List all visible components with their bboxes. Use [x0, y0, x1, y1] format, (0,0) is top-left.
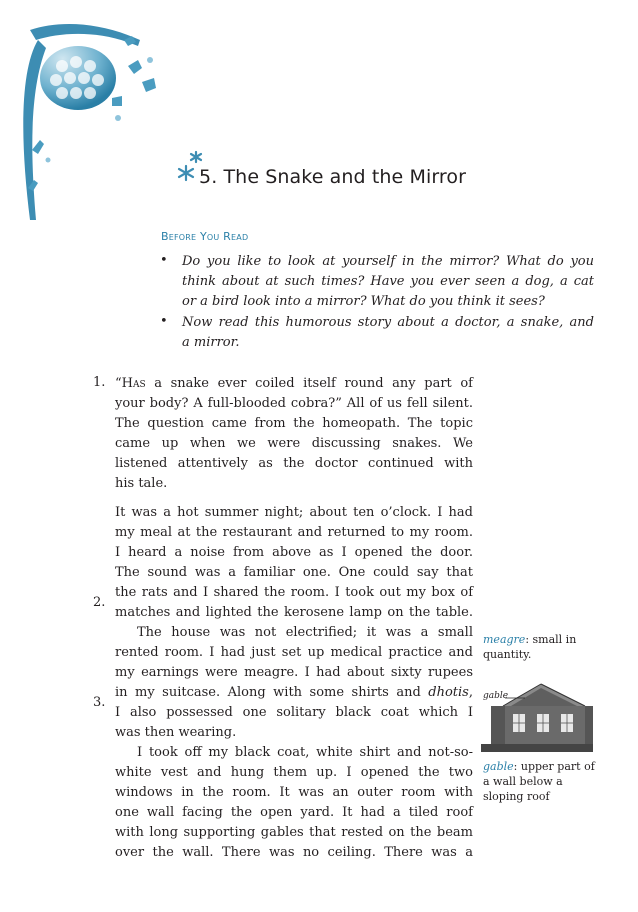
- prompt-line: Do you like to look at yourself in the mirror? What do you: [182, 254, 594, 269]
- story-line: was then wearing.: [115, 725, 237, 740]
- gable-illustration-label: gable: [483, 691, 509, 701]
- story-line: “Has a snake ever coiled itself round any part of: [115, 376, 473, 391]
- glossary-gable-line2: a wall below a: [483, 775, 563, 788]
- chapter-title: [199, 166, 466, 188]
- story-line: your body? A full-blooded cobra?” All of us fell silent.: [115, 396, 473, 411]
- before-you-read-heading: Before You Read: [161, 230, 249, 243]
- story-line: over the wall. There was no ceiling. There was a: [115, 845, 473, 860]
- glossary-gable: gable: upper part of: [483, 760, 595, 773]
- chapter-title-text: The Snake and the Mirror: [223, 166, 467, 188]
- bullet-icon: •: [160, 253, 168, 268]
- story-line: his tale.: [115, 476, 168, 491]
- story-line: my meal at the restaurant and returned to my room.: [115, 525, 473, 540]
- story-line: The sound was a familiar one. One could say that: [115, 565, 473, 580]
- prompt-line: or a bird look into a mirror? What do you think it sees?: [182, 294, 545, 309]
- bullet-icon: •: [160, 314, 168, 329]
- story-line: matches and lighted the kerosene lamp on the table.: [115, 605, 473, 620]
- story-line: I took off my black coat, white shirt and not-so-: [137, 745, 473, 760]
- story-line: came up when we were discussing snakes. We: [115, 436, 473, 451]
- decorative-corner-ornament: [0, 0, 200, 240]
- story-line: with long supporting gables that rested on the beam: [115, 825, 473, 840]
- story-line: I heard a noise from above as I opened the door.: [115, 545, 473, 560]
- paragraph-number: 3.: [93, 695, 106, 710]
- story-line: my earnings were meagre. I had about sixty rupees: [115, 665, 473, 680]
- prompt-line: think about at such times? Have you ever seen a dog, a cat: [182, 274, 594, 289]
- story-line: rented room. I had just set up medical practice and: [115, 645, 473, 660]
- story-line: The house was not electrified; it was a small: [137, 625, 473, 640]
- story-line: I also possessed one solitary black coat which I: [115, 705, 473, 720]
- prompt-line: a mirror.: [182, 335, 240, 350]
- drop-word: “Has: [115, 376, 146, 391]
- glossary-meagre: meagre: small in: [483, 633, 577, 646]
- glossary-gable-line3: sloping roof: [483, 790, 550, 803]
- story-line: It was a hot summer night; about ten o’clock. I had: [115, 505, 473, 520]
- story-line: listened attentively as the doctor continued with: [115, 456, 473, 471]
- chapter-number: 5.: [199, 166, 218, 188]
- story-line: one wall facing the open yard. It had a tiled roof: [115, 805, 473, 820]
- paragraph-number: 2.: [93, 595, 106, 610]
- paragraph-number: 1.: [93, 375, 106, 390]
- glossary-meagre-line2: quantity.: [483, 648, 532, 661]
- story-line: in my suitcase. Along with some shirts and dhotis,: [115, 685, 473, 700]
- story-line: white vest and hung them up. I opened the two: [115, 765, 473, 780]
- story-line: the rats and I shared the room. I took out my box of: [115, 585, 473, 600]
- story-line: windows in the room. It was an outer room with: [115, 785, 473, 800]
- prompt-line: Now read this humorous story about a doctor, a snake, and: [182, 315, 594, 330]
- story-line: The question came from the homeopath. The topic: [115, 416, 473, 431]
